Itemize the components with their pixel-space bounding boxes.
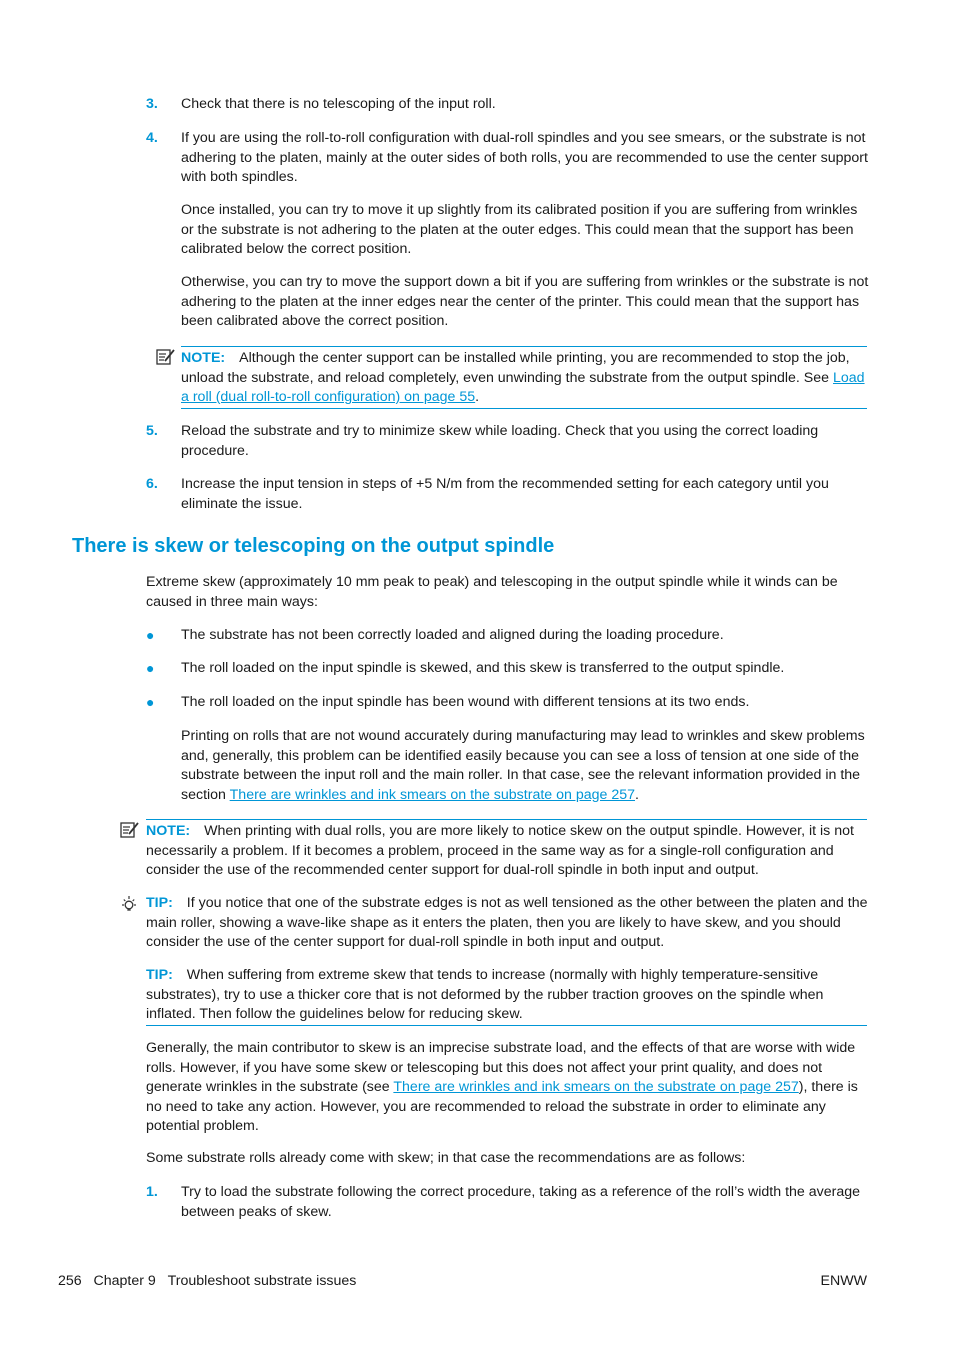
general-paragraph-end: ), there is no need to take any action. However, you are recommended to reload the substrate in order to eliminate any potential problem. (146, 1079, 858, 1134)
step-number: 4. (146, 130, 158, 146)
bullet-paragraph-text: Printing on rolls that are not wound accurately during manufacturing may lead to wrinkles and skew problems and, generally, this problem can be identified easily because you can see a loss of tension at one side of the substrate between the input roll and the main roller. In that case, see the relevant information provided in the section (181, 728, 865, 803)
step-4-paragraph-3: Otherwise, you can try to move the support down a bit if you are suffering from wrinkles or the substrate is not adhering to the platen at the inner edges near the center of the printer. This could mean that the support has been calibrated above the correct position. (181, 274, 869, 329)
step-4-paragraph-1: If you are using the roll-to-roll configuration with dual-roll spindles and you see smears, or the substrate is not adhering to the platen, mainly at the outer sides of both rolls, you are recommended to use the center support with both spindles. (181, 130, 868, 185)
footer-left (58, 1272, 356, 1292)
tip-label: TIP: (146, 895, 173, 911)
step-5-text: Reload the substrate and try to minimize skew while loading. Check that you using the correct loading procedure. (181, 423, 819, 459)
note-link[interactable]: Load a roll (dual roll-to-roll configuration) on page 55 (181, 369, 865, 405)
note-label: NOTE: (146, 823, 191, 839)
bullet-paragraph (181, 727, 871, 805)
note-text: When printing with dual rolls, you are more likely to notice skew on the output spindle. However, it is not necessarily a problem. If it becomes a problem, proceed in the same way as for a single-roll configuration and consider the use of the recommended center support for dual-roll spindle in both input and output. (146, 823, 854, 878)
step-number: 5. (146, 423, 158, 439)
step-3-text: Check that there is no telescoping of the input roll. (181, 96, 496, 112)
note-block (146, 822, 871, 881)
bullet-dot: ● (146, 660, 155, 676)
chapter-title: Troubleshoot substrate issues (167, 1273, 357, 1289)
step-number: 6. (146, 476, 158, 492)
note-bottom-rule (181, 408, 867, 409)
note-text: Although the center support can be installed while printing, you are recommended to stop the job, unload the substrate, and reload completely, even unwinding the substrate from the output spindle. See (181, 350, 850, 386)
recommendations-intro: Some substrate rolls already come with skew; in that case the recommendations are as follows: (146, 1150, 746, 1166)
footer-right: ENWW (820, 1273, 867, 1289)
bullet-paragraph-period: . (635, 786, 639, 803)
bullet-item: The roll loaded on the input spindle is skewed, and this skew is transferred to the output spindle. (181, 660, 785, 676)
bullet-dot: ● (146, 694, 155, 710)
tip-text: If you notice that one of the substrate edges is not as well tensioned as the other between the platen and the main roller, showing a wave-like shape as it enters the platen, then you are likely to have skew, and you should consider the use of the center support for dual-roll spindle in both input and output. (146, 895, 868, 950)
note-top-rule (146, 819, 867, 820)
note-top-rule (181, 346, 867, 347)
wrinkles-link[interactable]: There are wrinkles and ink smears on the substrate on page 257 (393, 1079, 799, 1095)
lightbulb-icon (120, 895, 138, 915)
tip-block (146, 966, 871, 1025)
section-heading: There is skew or telescoping on the output spindle (72, 535, 555, 557)
step-4-paragraph-2: Once installed, you can try to move it up slightly from its calibrated position if you are suffering from wrinkles or the substrate is not adhering to the platen at the outer edges. This could mean that the support has been calibrated below the correct position. (181, 202, 858, 257)
step-number: 3. (146, 96, 158, 112)
step-6-text: Increase the input tension in steps of +5 N/m from the recommended setting for each category until you eliminate the issue. (181, 476, 829, 512)
bullet-item: The substrate has not been correctly loaded and aligned during the loading procedure. (181, 627, 724, 643)
page-number: 256 (58, 1273, 82, 1289)
tip-bottom-rule (146, 1025, 867, 1026)
tip-block (146, 894, 871, 953)
section-intro: Extreme skew (approximately 10 mm peak to peak) and telescoping in the output spindle while it winds can be caused in three main ways: (146, 574, 838, 610)
note-icon (156, 348, 176, 366)
tip-text: When suffering from extreme skew that tends to increase (normally with highly temperature-sensitive substrates), try to use a thicker core that is not deformed by the rubber traction grooves on the spindle when inflated. Then follow the guidelines below for reducing skew. (146, 967, 824, 1022)
step-1-text: Try to load the substrate following the correct procedure, taking as a reference of the roll’s width the average between peaks of skew. (181, 1184, 861, 1220)
bullet-dot: ● (146, 627, 155, 643)
bullet-item: The roll loaded on the input spindle has been wound with different tensions at its two ends. (181, 694, 750, 710)
note-icon (120, 821, 140, 839)
tip-label: TIP: (146, 967, 173, 983)
step-number: 1. (146, 1184, 158, 1200)
note-block (181, 349, 871, 408)
note-period: . (475, 389, 480, 405)
general-paragraph (146, 1039, 871, 1137)
wrinkles-link[interactable]: There are wrinkles and ink smears on the substrate on page 257 (229, 786, 636, 803)
chapter-label: Chapter 9 (93, 1273, 156, 1289)
note-label: NOTE: (181, 350, 226, 366)
general-paragraph-text: Generally, the main contributor to skew is an imprecise substrate load, and the effects of that are worse with wide rolls. However, if you have some skew or telescoping but this does not affect your print quality, and does not generate wrinkles in the substrate (see (146, 1040, 856, 1095)
